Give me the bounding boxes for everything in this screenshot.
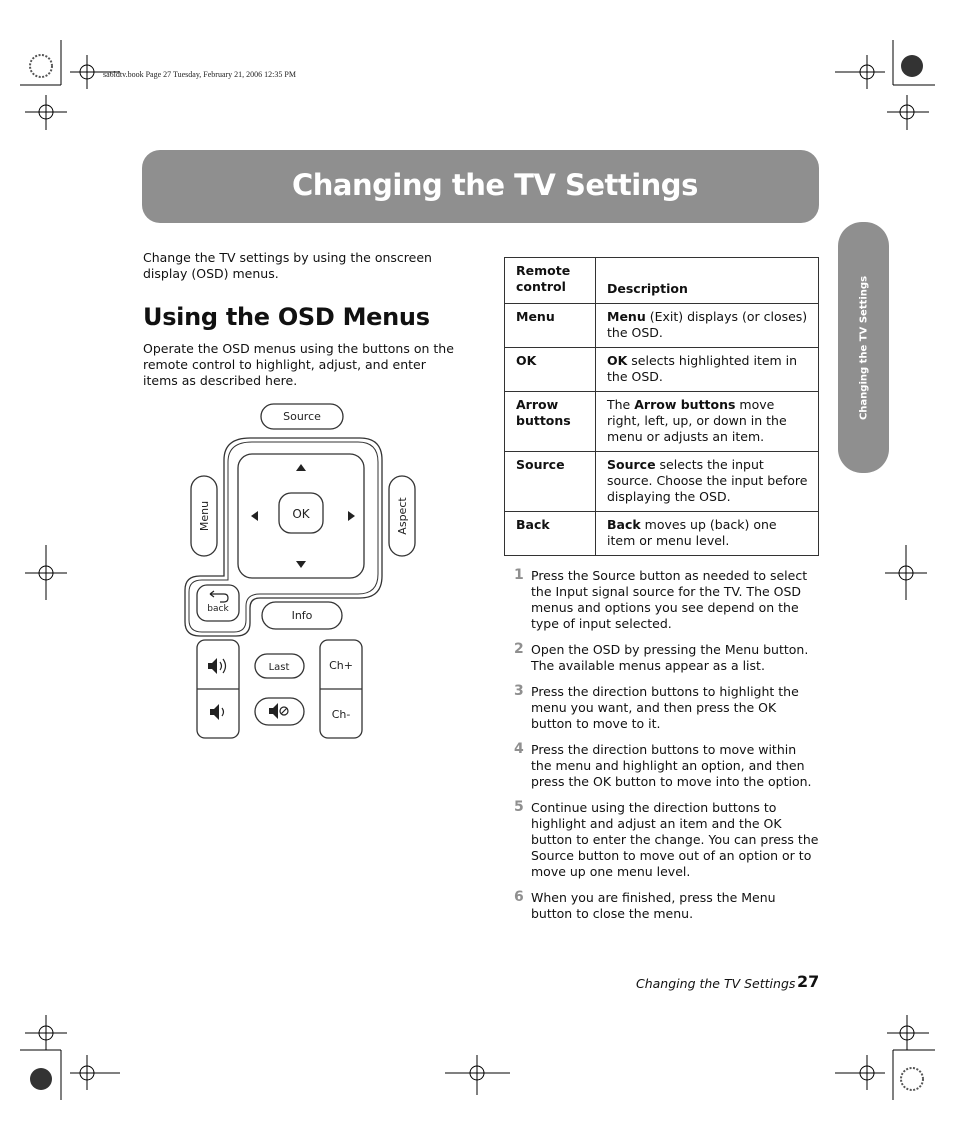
- table-key: Arrow buttons: [505, 392, 596, 452]
- list-item: [514, 684, 819, 732]
- info-label: Info: [291, 609, 313, 622]
- footer-chapter-name: Changing the TV Settings: [636, 976, 796, 991]
- chapter-banner: [142, 150, 819, 223]
- step-number: 2: [514, 641, 524, 657]
- back-arrow-icon: [210, 591, 228, 602]
- table-desc-bold: Arrow buttons: [634, 397, 736, 412]
- ok-label: OK: [292, 507, 310, 521]
- table-desc-text: (Exit) displays (or closes) the OSD.: [607, 309, 808, 340]
- menu-label: Menu: [198, 500, 211, 532]
- last-label: Last: [268, 662, 290, 673]
- step-text: Press the direction buttons to highlight the menu you want, and then press the OK button to move to it.: [531, 684, 799, 731]
- chapter-title: Changing the TV Settings: [292, 168, 698, 202]
- source-label: Source: [283, 410, 321, 423]
- table-desc: [596, 392, 819, 452]
- table-desc-bold: Menu: [607, 309, 646, 324]
- page-number: 27: [797, 972, 820, 991]
- table-row: [505, 452, 819, 512]
- section-title: Using the OSD Menus: [143, 303, 430, 331]
- side-tab-label: Changing the TV Settings: [858, 275, 869, 420]
- table-desc-text: move right, left, up, or down in the menu or adjusts an item.: [607, 397, 787, 444]
- list-item: [514, 800, 819, 880]
- table-key: Menu: [505, 304, 596, 348]
- step-number: 5: [514, 799, 524, 815]
- table-header-row: [505, 258, 819, 304]
- table-header-description: Description: [596, 258, 819, 304]
- remote-buttons-table: [504, 257, 819, 556]
- arrow-left-icon[interactable]: [251, 511, 258, 521]
- table-desc-bold: OK: [607, 353, 628, 368]
- volume-up-icon: [208, 658, 226, 674]
- steps-list: [514, 568, 819, 932]
- table-key: OK: [505, 348, 596, 392]
- table-row: [505, 348, 819, 392]
- step-number: 3: [514, 683, 524, 699]
- back-label: back: [207, 604, 229, 614]
- table-desc-text: moves up (back) one item or menu level.: [607, 517, 777, 548]
- table-desc-pre: The: [607, 397, 635, 412]
- step-text: Press the Source button as needed to select the Input signal source for the TV. The OSD menus and options you see depend on the type of input selected.: [531, 568, 808, 631]
- aspect-label: Aspect: [396, 497, 409, 535]
- step-text: Open the OSD by pressing the Menu button. The available menus appear as a list.: [531, 642, 809, 673]
- table-row: [505, 304, 819, 348]
- volume-down-icon: [210, 704, 224, 720]
- ch-down-label: Ch-: [331, 708, 351, 721]
- table-key: Back: [505, 512, 596, 556]
- table-key: Source: [505, 452, 596, 512]
- table-desc-bold: Back: [607, 517, 641, 532]
- list-item: [514, 642, 819, 674]
- table-header-remote: Remote control: [505, 258, 596, 304]
- step-text: Press the direction buttons to move within the menu and highlight an option, and then press the OK button to move into the option.: [531, 742, 812, 789]
- step-number: 1: [514, 567, 524, 583]
- print-header: sa6ldtv.book Page 27 Tuesday, February 21, 2006 12:35 PM: [103, 70, 296, 79]
- step-number: 4: [514, 741, 524, 757]
- step-number: 6: [514, 889, 524, 905]
- mute-icon: [269, 703, 288, 719]
- back-button[interactable]: [197, 585, 239, 621]
- step-text: When you are finished, press the Menu button to close the menu.: [531, 890, 776, 921]
- table-desc: [596, 512, 819, 556]
- list-item: [514, 568, 819, 632]
- table-row: [505, 512, 819, 556]
- table-desc-bold: Source: [607, 457, 656, 472]
- step-text: Continue using the direction buttons to highlight and adjust an item and the OK button to enter the change. You can press the Source button to move out of an option or to move up one menu level.: [531, 800, 819, 879]
- table-desc: [596, 348, 819, 392]
- table-desc: [596, 304, 819, 348]
- table-desc: [596, 452, 819, 512]
- list-item: [514, 742, 819, 790]
- section-paragraph: Operate the OSD menus using the buttons on the remote control to highlight, adjust, and enter items as described here.: [143, 341, 454, 388]
- remote-control-illustration: [180, 398, 430, 748]
- arrow-down-icon[interactable]: [296, 561, 306, 568]
- side-tab: [838, 222, 889, 473]
- arrow-right-icon[interactable]: [348, 511, 355, 521]
- table-desc-text: selects the input source. Choose the input before displaying the OSD.: [607, 457, 808, 504]
- ch-up-label: Ch+: [329, 659, 353, 672]
- list-item: [514, 890, 819, 922]
- table-desc-text: selects highlighted item in the OSD.: [607, 353, 798, 384]
- arrow-up-icon[interactable]: [296, 464, 306, 471]
- intro-paragraph: Change the TV settings by using the onscreen display (OSD) menus.: [143, 250, 432, 281]
- table-row: [505, 392, 819, 452]
